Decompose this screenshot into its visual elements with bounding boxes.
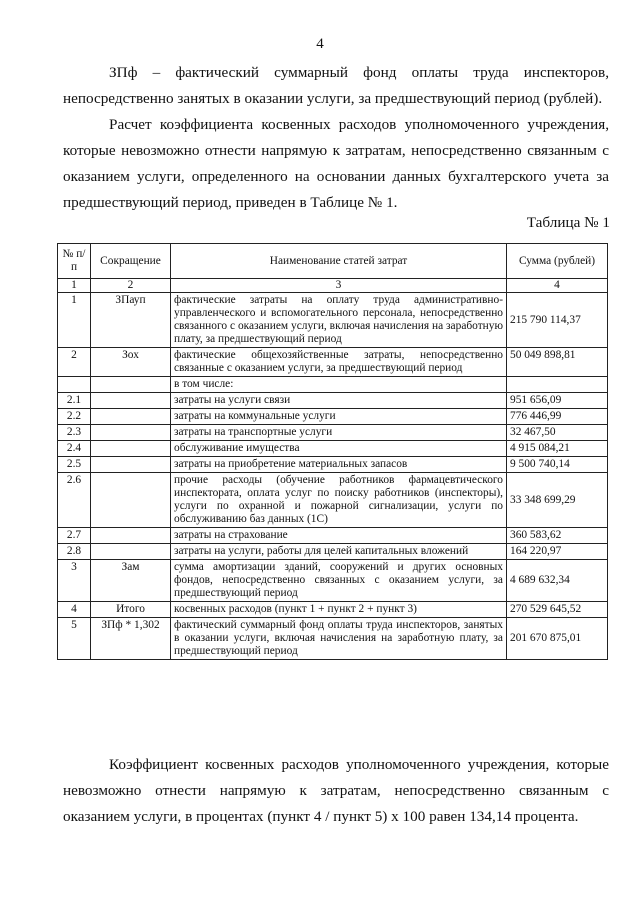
row-name: фактические общехозяйственные затраты, непосредственно связанные с оказанием услуги, за предшествующий период [171, 348, 507, 377]
table-row [58, 560, 608, 602]
table-row [58, 473, 608, 528]
row-num: 2 [58, 348, 91, 377]
row-abbr [91, 473, 171, 528]
row-name: затраты на приобретение материальных запасов [171, 457, 507, 473]
row-abbr: Итого [91, 602, 171, 618]
row-abbr: ЗПауп [91, 293, 171, 348]
row-num: 3 [58, 560, 91, 602]
row-abbr [91, 409, 171, 425]
table-row [58, 409, 608, 425]
row-name: затраты на услуги связи [171, 393, 507, 409]
page-number: 4 [316, 36, 324, 52]
row-name: косвенных расходов (пункт 1 + пункт 2 + пункт 3) [171, 602, 507, 618]
row-sum: 164 220,97 [507, 544, 608, 560]
row-sum: 4 915 084,21 [507, 441, 608, 457]
row-num: 1 [58, 293, 91, 348]
row-num: 2.6 [58, 473, 91, 528]
row-num: 2.4 [58, 441, 91, 457]
header-num: № п/п [58, 244, 91, 279]
row-sum: 776 446,99 [507, 409, 608, 425]
row-sum: 270 529 645,52 [507, 602, 608, 618]
table-caption: Таблица № 1 [526, 214, 610, 231]
table-row [58, 348, 608, 377]
table-header-row [58, 244, 608, 279]
row-sum [507, 377, 608, 393]
row-num: 2.1 [58, 393, 91, 409]
table-row [58, 293, 608, 348]
row-num: 2.7 [58, 528, 91, 544]
table-row [58, 544, 608, 560]
index-cell: 4 [507, 279, 608, 293]
table-index-row [58, 279, 608, 293]
row-abbr [91, 457, 171, 473]
row-name: сумма амортизации зданий, сооружений и других основных фондов, непосредственно связанных с оказанием услуги, за предшествующий период [171, 560, 507, 602]
row-name: фактические затраты на оплату труда административно-управленческого и вспомогательного персонала, непосредственно связанного с оказанием услуги, включая начисления на заработную плату, за предшествующий период [171, 293, 507, 348]
row-abbr [91, 528, 171, 544]
header-abbr: Сокращение [91, 244, 171, 279]
intro-paragraph: Расчет коэффициента косвенных расходов уполномоченного учреждения, которые невозможно отнести напрямую к затратам, непосредственно связанным с оказанием услуги, определенного на основании данных бухгалтерского учета за предшествующий период, приведен в Таблице № 1. [63, 116, 609, 211]
row-num: 5 [58, 618, 91, 660]
row-num: 2.3 [58, 425, 91, 441]
table-row [58, 425, 608, 441]
row-sum: 201 670 875,01 [507, 618, 608, 660]
row-name: затраты на услуги, работы для целей капитальных вложений [171, 544, 507, 560]
row-sum: 9 500 740,14 [507, 457, 608, 473]
row-sum: 32 467,50 [507, 425, 608, 441]
definition-paragraph: ЗПф – фактический суммарный фонд оплаты труда инспекторов, непосредственно занятых в оказании услуги, за предшествующий период (рублей). [63, 64, 609, 107]
table-row [58, 618, 608, 660]
table-row [58, 441, 608, 457]
row-num: 2.5 [58, 457, 91, 473]
row-abbr [91, 544, 171, 560]
row-num: 2.8 [58, 544, 91, 560]
table-row [58, 528, 608, 544]
index-cell: 1 [58, 279, 91, 293]
header-name: Наименование статей затрат [171, 244, 507, 279]
index-cell: 2 [91, 279, 171, 293]
row-name: в том числе: [171, 377, 507, 393]
row-abbr: ЗПф * 1,302 [91, 618, 171, 660]
cost-table [57, 243, 608, 660]
row-sum: 4 689 632,34 [507, 560, 608, 602]
row-sum: 215 790 114,37 [507, 293, 608, 348]
row-name: затраты на коммунальные услуги [171, 409, 507, 425]
table-row [58, 602, 608, 618]
row-abbr [91, 393, 171, 409]
row-sum: 50 049 898,81 [507, 348, 608, 377]
header-sum: Сумма (рублей) [507, 244, 608, 279]
row-sum: 33 348 699,29 [507, 473, 608, 528]
row-name: затраты на страхование [171, 528, 507, 544]
row-num: 2.2 [58, 409, 91, 425]
index-cell: 3 [171, 279, 507, 293]
conclusion-paragraph: Коэффициент косвенных расходов уполномоченного учреждения, которые невозможно отнести напрямую к затратам, непосредственно связанным с оказанием услуги, в процентах (пункт 4 / пункт 5) х 100 равен 134,14 процента. [63, 756, 609, 825]
row-name: затраты на транспортные услуги [171, 425, 507, 441]
row-name: прочие расходы (обучение работников фармацевтического инспектората, оплата услуг по поиску работников (инспекторы), услуги по охранной и пожарной сигнализации, услуги по обслуживанию баз данных (1С) [171, 473, 507, 528]
row-abbr [91, 441, 171, 457]
row-name: фактический суммарный фонд оплаты труда инспекторов, занятых в оказании услуги, включая начисления на заработную плату, за предшествующий период [171, 618, 507, 660]
row-abbr: Зох [91, 348, 171, 377]
table-row [58, 393, 608, 409]
row-num [58, 377, 91, 393]
row-sum: 951 656,09 [507, 393, 608, 409]
row-abbr [91, 377, 171, 393]
row-name: обслуживание имущества [171, 441, 507, 457]
table-row [58, 377, 608, 393]
row-sum: 360 583,62 [507, 528, 608, 544]
row-abbr: Зам [91, 560, 171, 602]
table-row [58, 457, 608, 473]
table-body [58, 293, 608, 660]
row-abbr [91, 425, 171, 441]
row-num: 4 [58, 602, 91, 618]
